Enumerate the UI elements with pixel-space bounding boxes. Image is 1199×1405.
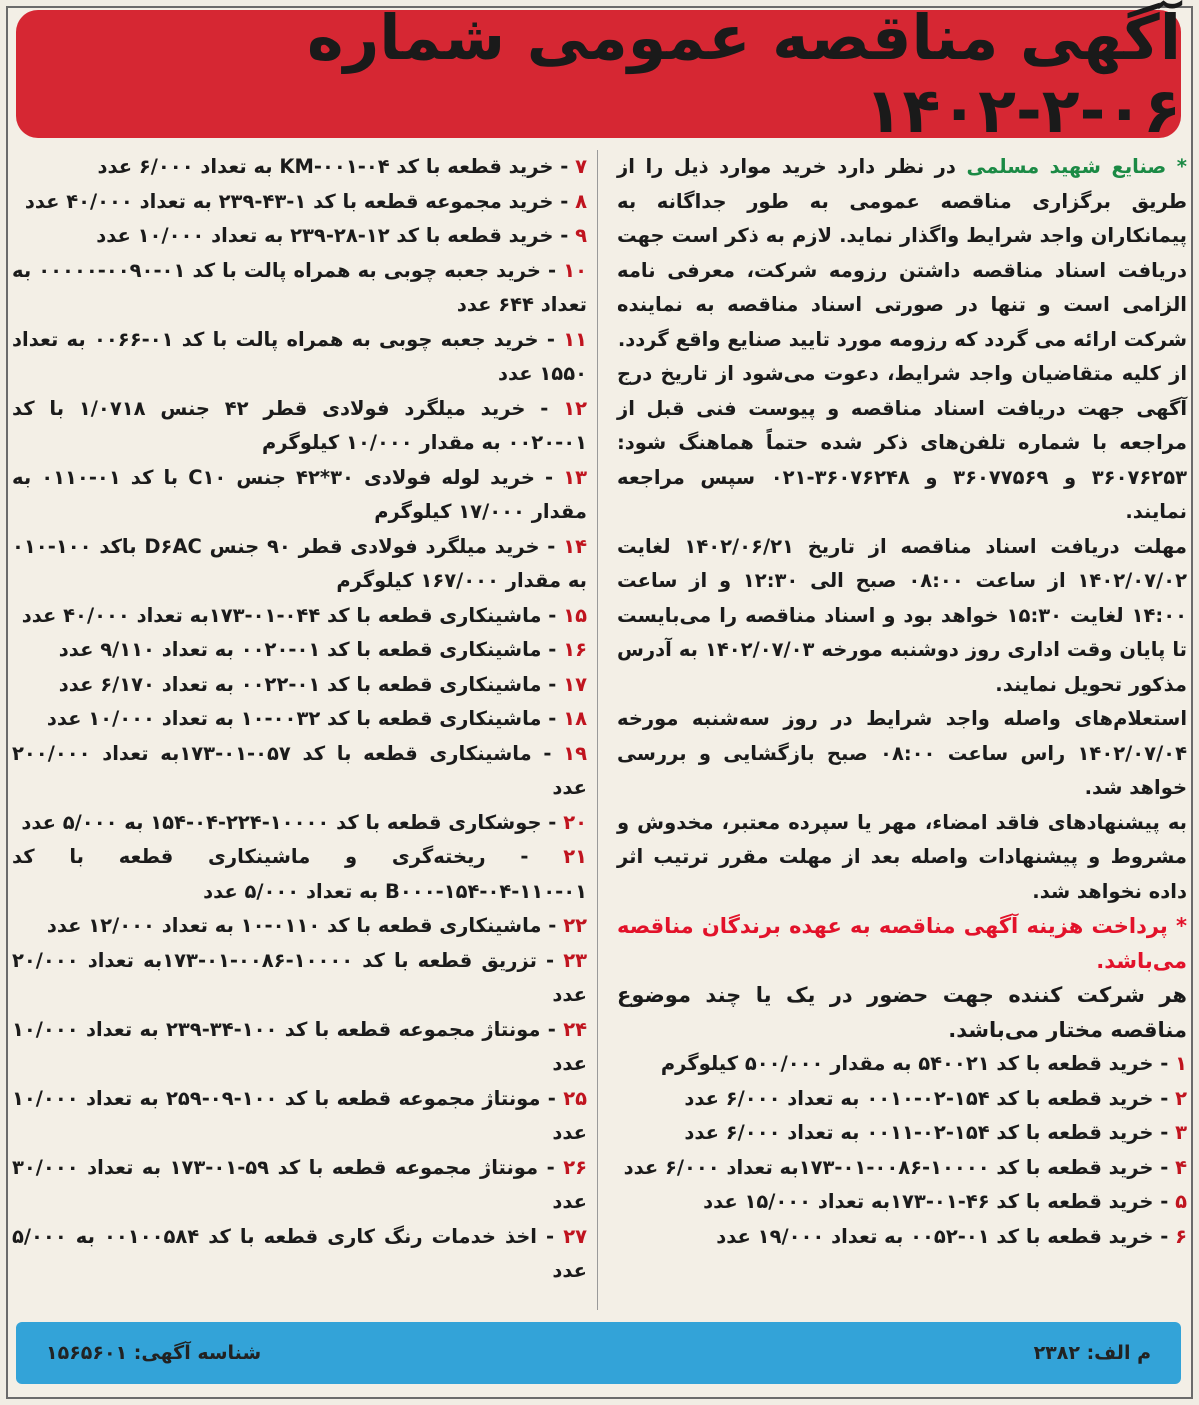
- item-separator: -: [553, 189, 576, 213]
- item-number: ۱۳: [563, 465, 587, 489]
- left-column: [12, 150, 587, 1289]
- item-text: ماشینکاری قطعه با کد ۰۵۷-۰۱-۱۷۳به تعداد ۲۰۰/۰۰۰ عدد: [12, 741, 587, 799]
- item-separator: -: [525, 396, 564, 420]
- item-number: ۳: [1175, 1121, 1187, 1144]
- item-text: خرید جعبه چوبی به همراه پالت با کد ۰۱-۰۰۹۰-۰۰۰۰۰ به تعداد ۶۴۴ عدد: [12, 258, 587, 316]
- item-text: خرید جعبه چوبی به همراه پالت با کد ۰۱-۰۰۶۶ به تعداد ۱۵۵۰ عدد: [12, 327, 587, 385]
- list-item: [12, 150, 587, 185]
- company-label: صنایع شهید مسلمی: [966, 155, 1167, 178]
- intro-paragraph-1: [617, 150, 1187, 357]
- list-item: [12, 461, 587, 530]
- item-number: ۲۳: [563, 948, 588, 972]
- item-number: ۲۲: [563, 914, 587, 937]
- title-banner: [16, 1, 1181, 147]
- left-items-list: [12, 150, 587, 1289]
- item-number: ۱۷: [563, 672, 587, 696]
- list-item: [12, 702, 587, 737]
- item-number: ۹: [575, 224, 587, 247]
- item-text: خرید قطعه با کد ۵۴۰۰۲۱ به مقدار ۵۰۰/۰۰۰ کیلوگرم: [660, 1052, 1154, 1075]
- item-text: خرید قطعه با کد ۱۵۴-۰۲-۰۰۱۱ به تعداد ۶/۰۰۰ عدد: [684, 1121, 1154, 1144]
- list-item: [12, 806, 587, 841]
- participation-note: هر شرکت کننده جهت حضور در یک یا چند موضوع مناقصه مختار می‌باشد.: [617, 983, 1187, 1042]
- item-text: مونتاژ مجموعه قطعه با کد ۱۰۰-۰۹-۲۵۹ به تعداد ۱۰/۰۰۰ عدد: [12, 1086, 587, 1144]
- item-number: ۱۶: [563, 638, 587, 661]
- item-number: ۲۱: [563, 845, 588, 868]
- item-separator: -: [536, 1224, 564, 1248]
- list-item: [12, 633, 587, 668]
- list-item: [12, 254, 587, 323]
- fee-notice: * پرداخت هزینه آگهی مناقصه به عهده برندگان مناقصه می‌باشد.: [617, 914, 1187, 973]
- list-item: [12, 219, 587, 254]
- item-text: خرید قطعه با کد ۱۵۴-۰۲-۰۰۱۰ به تعداد ۶/۰۰۰ عدد: [684, 1086, 1154, 1110]
- item-number: ۷: [575, 155, 587, 178]
- item-text: خرید قطعه با کد ۱۲-۲۸-۲۳۹ به تعداد ۱۰/۰۰۰ عدد: [96, 224, 554, 247]
- list-item: [12, 840, 587, 909]
- item-separator: -: [541, 672, 564, 696]
- item-text: خرید میلگرد فولادی قطر ۴۲ جنس ۱/۰۷۱۸ با کد ۰۱-۰۰۲۰ به مقدار ۱۰/۰۰۰ کیلوگرم: [12, 396, 587, 454]
- footer-code: م الف: ۲۳۸۲: [1033, 1342, 1151, 1364]
- item-number: ۱۰: [563, 258, 587, 282]
- item-number: ۲۷: [563, 1224, 587, 1248]
- intro-paragraph-3: مهلت دریافت اسناد مناقصه از تاریخ ۱۴۰۲/۰۶/۲۱ لغایت ۱۴۰۲/۰۷/۰۲ از ساعت ۰۸:۰۰ صبح الی ۱۲:۳۰ و از ساعت ۱۴:۰۰ لغایت ۱۵:۳۰ خواهد بود و اسناد مناقصه را می‌بایست تا پایان وقت اداری روز دوشنبه مورخه ۱۴۰۲/۰۷/۰۳ به آدرس مذکور تحویل نمایند.: [617, 534, 1187, 696]
- item-separator: -: [536, 948, 564, 972]
- list-item: [12, 668, 587, 703]
- item-separator: -: [540, 258, 564, 282]
- item-text: ماشینکاری قطعه با کد ۰۱-۰۰۲۰ به تعداد ۹/۱۱۰ عدد: [58, 638, 542, 661]
- item-number: ۲۴: [563, 1017, 587, 1041]
- intro-paragraph-4: استعلام‌های واصله واجد شرایط در روز سه‌شنبه مورخه ۱۴۰۲/۰۷/۰۴ راس ساعت ۰۸:۰۰ صبح بازگشایی و بررسی خواهد شد.: [617, 707, 1187, 799]
- item-separator: -: [553, 155, 576, 178]
- intro-text-1: در نظر دارد خرید موارد ذیل را از طریق برگزاری مناقصه عمومی به طور جداگانه به پیمانکاران واجد شرایط واگذار نماید. لازم به ذکر است جهت دریافت اسناد مناقصه داشتن رزومه شرکت، معرفی نامه الزامی است و تنها در صورتی اسناد مناقصه به نماینده شرکت ارائه می گردد که رزومه مورد تایید صنایع واقع گردد.: [617, 155, 1187, 351]
- item-number: ۲۶: [563, 1155, 587, 1179]
- item-number: ۵: [1175, 1190, 1187, 1213]
- item-number: ۱۵: [563, 603, 587, 627]
- right-column: [617, 150, 1187, 1254]
- list-item: [617, 1047, 1187, 1082]
- item-text: ماشینکاری قطعه با کد ۰۱۱۰-۱۰ به تعداد ۱۲/۰۰۰ عدد: [46, 914, 542, 937]
- item-separator: -: [541, 707, 564, 730]
- item-text: خرید قطعه با کد KM-۰۰۱-۰۴ به تعداد ۶/۰۰۰ عدد: [97, 155, 554, 178]
- list-item: [617, 1116, 1187, 1151]
- item-separator: -: [541, 914, 564, 937]
- list-item: [12, 1013, 587, 1082]
- list-item: [12, 323, 587, 392]
- item-separator: -: [1153, 1224, 1176, 1248]
- item-separator: -: [541, 810, 564, 834]
- company-name: * صنایع شهید مسلمی: [966, 155, 1188, 178]
- item-separator: -: [1153, 1121, 1176, 1144]
- item-number: ۶: [1175, 1224, 1187, 1248]
- list-item: [12, 737, 587, 806]
- intro-paragraph-2: از کلیه متقاضیان واجد شرایط، دعوت می‌شود از تاریخ درج آگهی جهت دریافت اسناد مناقصه و پیوست فنی قبل از مراجعه با شماره تلفن‌های ذکر شده حتماً هماهنگ شود: ۳۶۰۷۶۲۵۳ و ۳۶۰۷۷۵۶۹ و ۳۶۰۷۶۲۴۸-۰۲۱ سپس مراجعه نمایند.: [617, 362, 1187, 523]
- item-text: ماشینکاری قطعه با کد ۰۴۴-۰۱-۱۷۳به تعداد ۴۰/۰۰۰ عدد: [21, 603, 542, 627]
- item-text: خرید لوله فولادی ۳۰*۴۲ جنس C۱۰ با کد ۰۱-۰۱۱۰ به مقدار ۱۷/۰۰۰ کیلوگرم: [12, 465, 587, 523]
- item-separator: -: [538, 1155, 564, 1179]
- item-text: مونتاژ مجموعه قطعه با کد ۵۹-۰۱-۱۷۳ به تعداد ۳۰/۰۰۰ عدد: [12, 1155, 587, 1213]
- item-text: خرید قطعه با کد ۴۶-۰۱-۱۷۳به تعداد ۱۵/۰۰۰ عدد: [703, 1190, 1154, 1213]
- item-text: ماشینکاری قطعه با کد ۰۱-۰۰۲۲ به تعداد ۶/۱۷۰ عدد: [58, 672, 542, 696]
- item-separator: -: [531, 741, 564, 765]
- item-number: ۱۴: [563, 534, 587, 558]
- item-separator: -: [553, 224, 576, 247]
- ad-title: آگهی مناقصه عمومی شماره ۰۶-۲-۱۴۰۲: [307, 1, 1181, 147]
- item-separator: -: [1153, 1052, 1176, 1075]
- item-number: ۲۰: [563, 810, 587, 834]
- list-item: [617, 1185, 1187, 1220]
- item-separator: -: [485, 845, 564, 868]
- item-separator: -: [541, 638, 564, 661]
- item-separator: -: [541, 603, 564, 627]
- right-items-list: [617, 1047, 1187, 1254]
- item-text: خرید قطعه با کد ۰۱-۰۰۵۲ به تعداد ۱۹/۰۰۰ عدد: [716, 1224, 1154, 1248]
- intro-paragraph-5: به پیشنهادهای فاقد امضاء، مهر یا سپرده معتبر، مخدوش و مشروط و پیشنهادات واصله بعد از مهلت مقرر ترتیب اثر داده نخواهد شد.: [617, 810, 1187, 903]
- footer-bar: [16, 1322, 1181, 1384]
- list-item: [617, 1220, 1187, 1255]
- item-number: ۱۲: [563, 396, 587, 420]
- list-item: [12, 530, 587, 599]
- item-separator: -: [1153, 1155, 1176, 1179]
- item-number: ۲۵: [563, 1086, 587, 1110]
- item-text: خرید مجموعه قطعه با کد ۱-۴۳-۲۳۹ به تعداد ۴۰/۰۰۰ عدد: [24, 189, 554, 213]
- item-separator: -: [538, 327, 564, 351]
- item-text: مونتاژ مجموعه قطعه با کد ۱۰۰-۳۴-۲۳۹ به تعداد ۱۰/۰۰۰ عدد: [12, 1017, 587, 1075]
- item-text: ماشینکاری قطعه با کد ۰۰۳۲-۱۰ به تعداد ۱۰/۰۰۰ عدد: [46, 707, 542, 730]
- item-separator: -: [540, 1017, 564, 1041]
- list-item: [12, 1220, 587, 1289]
- fee-notice-text: پرداخت هزینه آگهی مناقصه به عهده برندگان مناقصه می‌باشد.: [617, 914, 1187, 973]
- footer-ad-id: شناسه آگهی: ۱۵۶۵۶۰۱: [46, 1342, 262, 1364]
- list-item: [12, 909, 587, 944]
- item-text: خرید میلگرد فولادی قطر ۹۰ جنس D۶AC باکد ۱۰۰-۰۱۰ به مقدار ۱۶۷/۰۰۰ کیلوگرم: [12, 534, 587, 592]
- list-item: [12, 185, 587, 220]
- item-text: جوشکاری قطعه با کد ۱۰۰۰۰-۲۲۴-۰۴-۱۵۴ به ۵/۰۰۰ عدد: [21, 810, 542, 834]
- item-text: تزریق قطعه با کد ۱۰۰۰۰-۰۰۸۶-۰۱-۱۷۳به تعداد ۲۰/۰۰۰ عدد: [12, 948, 587, 1006]
- list-item: [12, 599, 587, 634]
- content-columns: [12, 150, 1187, 1310]
- item-number: ۲: [1175, 1086, 1187, 1110]
- list-item: [12, 1082, 587, 1151]
- item-separator: -: [540, 1086, 564, 1110]
- item-number: ۱۹: [563, 741, 587, 765]
- item-text: اخذ خدمات رنگ کاری قطعه با کد ۰۰۱۰۰۵۸۴ به ۵/۰۰۰ عدد: [12, 1224, 587, 1282]
- list-item: [617, 1082, 1187, 1117]
- list-item: [12, 392, 587, 461]
- item-separator: -: [539, 534, 564, 558]
- item-number: ۱: [1175, 1052, 1187, 1075]
- item-separator: -: [534, 465, 564, 489]
- item-number: ۴: [1175, 1155, 1187, 1179]
- item-number: ۸: [575, 189, 587, 213]
- list-item: [12, 944, 587, 1013]
- item-separator: -: [1153, 1190, 1176, 1213]
- item-separator: -: [1153, 1086, 1176, 1110]
- item-number: ۱۱: [563, 327, 587, 351]
- item-number: ۱۸: [563, 707, 587, 730]
- item-text: ریخته‌گری و ماشینکاری قطعه با کد B۰۰۰-۱۵۴-۰۴-۱۱۰-۰۱ به تعداد ۵/۰۰۰ عدد: [12, 845, 587, 903]
- list-item: [12, 1151, 587, 1220]
- item-text: خرید قطعه با کد ۱۰۰۰۰-۰۰۸۶-۰۱-۱۷۳به تعداد ۶/۰۰۰ عدد: [623, 1155, 1154, 1179]
- list-item: [617, 1151, 1187, 1186]
